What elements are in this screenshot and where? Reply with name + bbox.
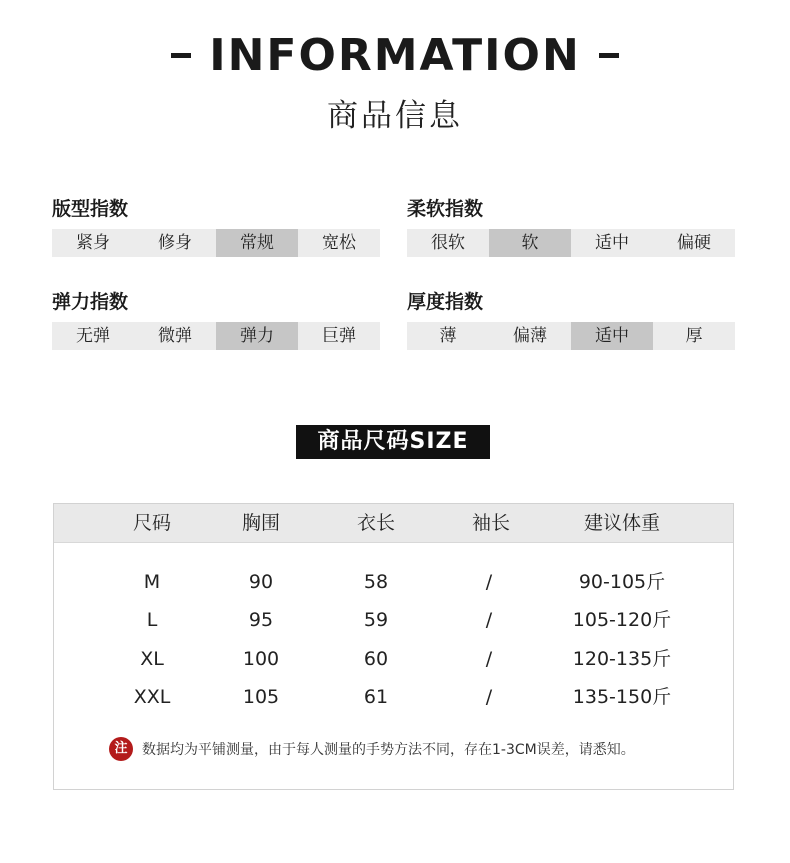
index-option: 巨弹 <box>298 322 380 350</box>
table-row <box>54 644 733 674</box>
cell-length: 59 <box>363 609 389 631</box>
index-option: 薄 <box>407 322 489 350</box>
cell-weight: 135-150斤 <box>572 686 672 708</box>
index-option: 微弹 <box>134 322 216 350</box>
header-sleeve: 袖长 <box>471 512 510 534</box>
cell-chest: 100 <box>242 648 280 670</box>
cell-weight: 120-135斤 <box>572 648 672 670</box>
index-title: 弹力指数 <box>52 291 129 313</box>
cell-chest: 95 <box>248 609 274 631</box>
cell-size: XXL <box>133 686 171 708</box>
cell-sleeve: / <box>485 609 493 631</box>
table-row <box>54 567 733 597</box>
size-note <box>54 737 680 763</box>
header-length: 衣长 <box>356 512 395 534</box>
index-option-selected: 弹力 <box>216 322 298 350</box>
index-title: 版型指数 <box>52 198 129 220</box>
index-option: 很软 <box>407 229 489 257</box>
size-table-header <box>54 504 733 543</box>
index-bar <box>407 229 735 257</box>
cell-length: 61 <box>363 686 389 708</box>
index-option-selected: 适中 <box>571 322 653 350</box>
table-row <box>54 682 733 712</box>
cell-chest: 105 <box>242 686 280 708</box>
note-icon: 注 <box>109 737 133 761</box>
title-english-text: INFORMATION <box>209 30 581 81</box>
index-option: 偏硬 <box>653 229 735 257</box>
header-size: 尺码 <box>132 512 171 534</box>
index-bar <box>52 322 380 350</box>
index-elasticity <box>52 288 380 350</box>
index-bar <box>52 229 380 257</box>
size-section-title: 商品尺码SIZE <box>296 425 490 459</box>
index-option: 厚 <box>653 322 735 350</box>
cell-size: XL <box>140 648 164 670</box>
header-chest: 胸围 <box>241 512 280 534</box>
title-dash-right <box>599 53 619 58</box>
index-option-selected: 软 <box>489 229 571 257</box>
title-english <box>0 30 790 81</box>
header-weight: 建议体重 <box>583 512 660 534</box>
index-option: 宽松 <box>298 229 380 257</box>
cell-size: M <box>143 571 161 593</box>
index-title: 厚度指数 <box>407 291 484 313</box>
cell-size: L <box>146 609 158 631</box>
index-option: 偏薄 <box>489 322 571 350</box>
cell-weight: 90-105斤 <box>578 571 666 593</box>
cell-sleeve: / <box>485 648 493 670</box>
cell-length: 60 <box>363 648 389 670</box>
index-option: 适中 <box>571 229 653 257</box>
index-softness <box>407 195 735 257</box>
index-option: 修身 <box>134 229 216 257</box>
cell-length: 58 <box>363 571 389 593</box>
title-chinese: 商品信息 <box>327 98 463 134</box>
title-dash-left <box>171 53 191 58</box>
table-row <box>54 605 733 635</box>
index-option: 无弹 <box>52 322 134 350</box>
index-fit <box>52 195 380 257</box>
cell-sleeve: / <box>485 686 493 708</box>
cell-chest: 90 <box>248 571 274 593</box>
cell-sleeve: / <box>485 571 493 593</box>
index-option-selected: 常规 <box>216 229 298 257</box>
index-bar <box>407 322 735 350</box>
index-title: 柔软指数 <box>407 198 484 220</box>
note-text: 数据均为平铺测量，由于每人测量的手势方法不同，存在1-3CM误差，请悉知。 <box>142 742 635 758</box>
index-option: 紧身 <box>52 229 134 257</box>
index-thickness <box>407 288 735 350</box>
cell-weight: 105-120斤 <box>572 609 672 631</box>
